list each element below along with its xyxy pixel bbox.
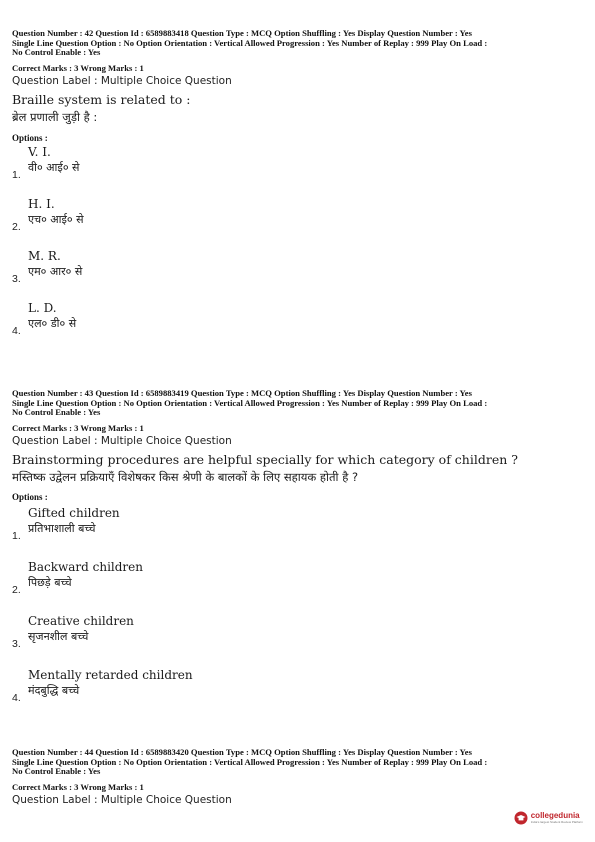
option-text-english: H. I. bbox=[28, 196, 55, 211]
question-block-43 bbox=[12, 388, 584, 704]
option-4[interactable] bbox=[12, 667, 584, 704]
option-number: 3. bbox=[12, 272, 21, 285]
option-text-hindi: एल० डी० से bbox=[28, 316, 77, 330]
option-text-hindi: एच० आई० से bbox=[28, 212, 84, 226]
option-1[interactable] bbox=[12, 505, 584, 542]
marks-line: Correct Marks : 3 Wrong Marks : 1 bbox=[12, 781, 144, 792]
option-text-hindi: सृजनशील बच्चे bbox=[28, 629, 89, 643]
meta-line: No Control Enable : Yes bbox=[12, 766, 101, 777]
meta-line: No Control Enable : Yes bbox=[12, 47, 101, 58]
option-3[interactable] bbox=[12, 248, 584, 285]
option-text-english: Gifted children bbox=[28, 505, 120, 520]
option-4[interactable] bbox=[12, 300, 584, 337]
option-text-english: M. R. bbox=[28, 248, 61, 263]
question-meta bbox=[12, 29, 584, 58]
question-block-44 bbox=[12, 748, 584, 807]
option-1[interactable] bbox=[12, 144, 584, 181]
option-text-hindi: मंदबुद्धि बच्चे bbox=[28, 683, 80, 697]
option-number: 4. bbox=[12, 324, 21, 337]
option-number: 3. bbox=[12, 637, 21, 650]
question-meta bbox=[12, 748, 584, 777]
option-text-hindi: प्रतिभाशाली बच्चे bbox=[28, 521, 96, 535]
question-label: Question Label : Multiple Choice Question bbox=[12, 793, 232, 806]
collegedunia-logo bbox=[514, 811, 583, 825]
option-3[interactable] bbox=[12, 613, 584, 650]
meta-line: Question Number : 42 Question Id : 6589883418 Question Type : MCQ Option Shuffling : Yes Display Question Number : Yes bbox=[12, 28, 472, 38]
meta-line: Single Line Question Option : No Option Orientation : Vertical Allowed Progression : Yes Number of Replay : 999 Play On Load : bbox=[12, 37, 488, 48]
option-number: 1. bbox=[12, 168, 21, 181]
options-heading: Options : bbox=[12, 132, 48, 143]
logo-text-group bbox=[531, 812, 583, 824]
option-text-hindi: पिछड़े बच्चे bbox=[28, 575, 72, 589]
option-text-english: L. D. bbox=[28, 300, 57, 315]
question-label: Question Label : Multiple Choice Question bbox=[12, 74, 232, 87]
option-text-english: Creative children bbox=[28, 613, 134, 628]
option-number: 2. bbox=[12, 220, 21, 233]
question-label: Question Label : Multiple Choice Question bbox=[12, 434, 232, 447]
option-text-english: V. I. bbox=[28, 144, 51, 159]
question-text-english: Braille system is related to : bbox=[12, 91, 191, 107]
graduation-cap-icon bbox=[514, 811, 528, 825]
meta-line: Question Number : 44 Question Id : 6589883420 Question Type : MCQ Option Shuffling : Yes Display Question Number : Yes bbox=[12, 747, 472, 757]
option-text-english: Mentally retarded children bbox=[28, 667, 193, 682]
question-text-hindi: मस्तिष्क उद्वेलन प्रक्रियाएँ विशेषकर किस श्रेणी के बालकों के लिए सहायक होती है ? bbox=[12, 469, 359, 484]
option-2[interactable] bbox=[12, 559, 584, 596]
logo-tagline: India's largest Student Review Platform bbox=[530, 820, 583, 824]
option-2[interactable] bbox=[12, 196, 584, 233]
option-number: 4. bbox=[12, 691, 21, 704]
question-text-hindi: ब्रेल प्रणाली जुड़ी है : bbox=[12, 109, 98, 124]
logo-text: collegedunia bbox=[530, 811, 580, 820]
option-number: 1. bbox=[12, 529, 21, 542]
marks-line: Correct Marks : 3 Wrong Marks : 1 bbox=[12, 62, 144, 73]
question-text-english: Brainstorming procedures are helpful specially for which category of children ? bbox=[12, 451, 518, 467]
option-text-hindi: वी० आई० से bbox=[28, 160, 80, 174]
meta-line: Question Number : 43 Question Id : 6589883419 Question Type : MCQ Option Shuffling : Yes Display Question Number : Yes bbox=[12, 388, 472, 398]
option-number: 2. bbox=[12, 583, 21, 596]
marks-line: Correct Marks : 3 Wrong Marks : 1 bbox=[12, 422, 144, 433]
options-heading: Options : bbox=[12, 491, 48, 502]
option-text-english: Backward children bbox=[28, 559, 143, 574]
question-block-42 bbox=[12, 28, 584, 337]
meta-line: No Control Enable : Yes bbox=[12, 407, 101, 418]
meta-line: Single Line Question Option : No Option Orientation : Vertical Allowed Progression : Yes Number of Replay : 999 Play On Load : bbox=[12, 756, 488, 767]
option-text-hindi: एम० आर० से bbox=[28, 264, 83, 278]
meta-line: Single Line Question Option : No Option Orientation : Vertical Allowed Progression : Yes Number of Replay : 999 Play On Load : bbox=[12, 397, 488, 408]
question-meta bbox=[12, 389, 584, 418]
